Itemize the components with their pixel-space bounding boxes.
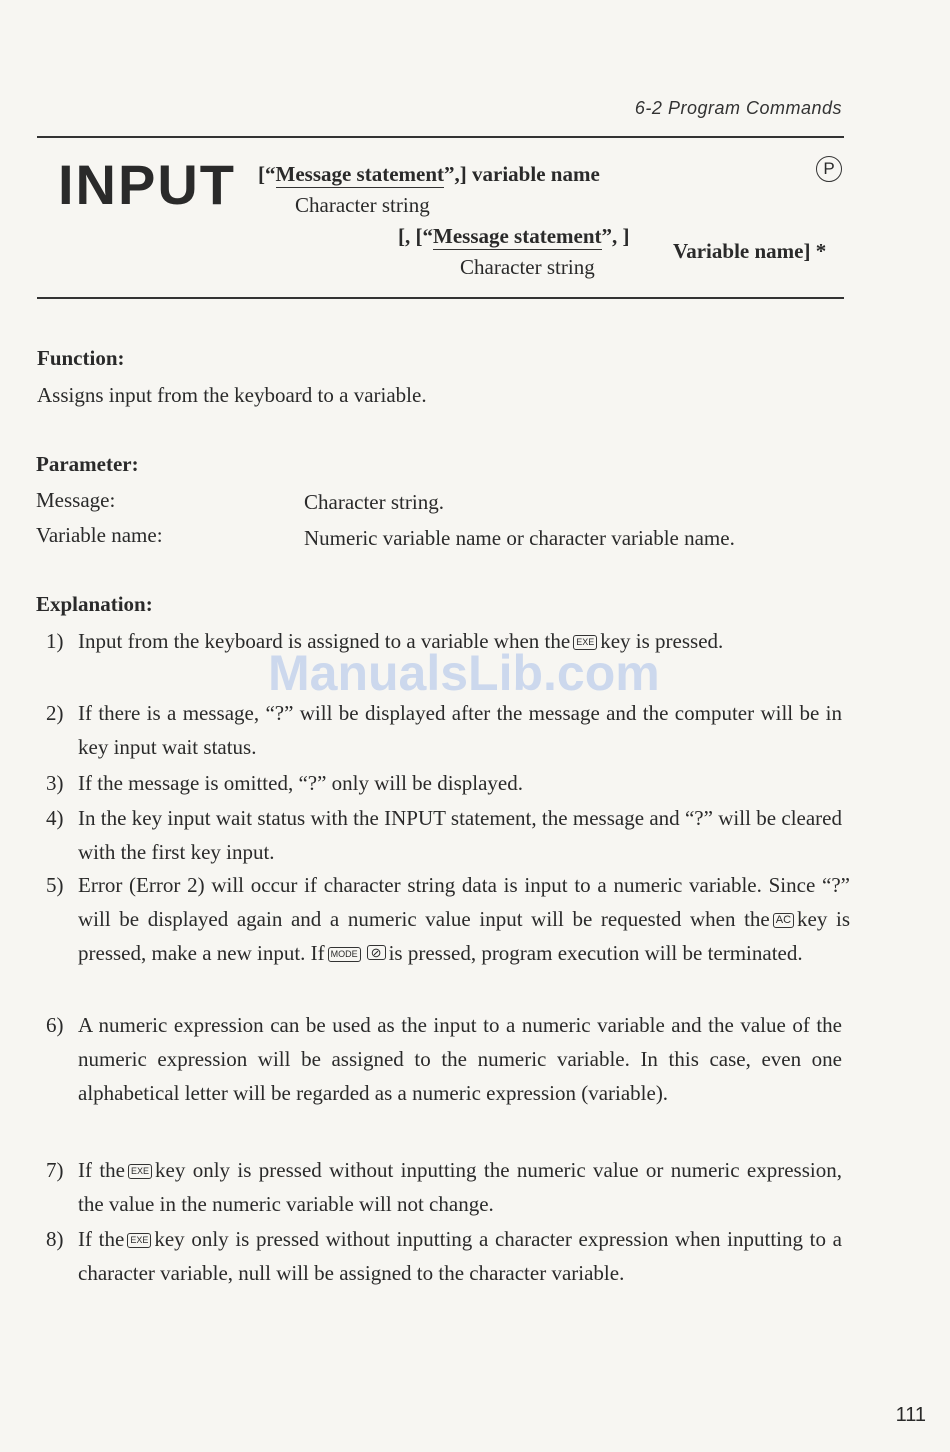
param-value-variable: Numeric variable name or character variable name. <box>304 526 735 550</box>
ac-key-icon: AC <box>773 913 794 928</box>
parameter-heading: Parameter: <box>36 452 139 476</box>
function-heading: Function: <box>37 346 125 370</box>
mode-key-icon: MODE <box>328 947 361 962</box>
explanation-item-4: 4) In the key input wait status with the INPUT statement, the message and “?” will be cleared with the first key input. <box>46 806 842 864</box>
clear-key-icon: ⊘ <box>367 945 386 960</box>
command-title: INPUT <box>58 153 236 216</box>
syntax-sub-2: Character string <box>460 255 595 279</box>
explanation-heading: Explanation: <box>36 592 153 616</box>
explanation-item-6: 6) A numeric expression can be used as the input to a numeric variable and the value of the numeric expression will be assigned to the numeric variable. In this case, even one alphabetical letter will be regarded as a numeric expression (variable). <box>46 1013 842 1105</box>
exe-key-icon: EXE <box>573 635 597 650</box>
exe-key-icon: EXE <box>128 1164 152 1179</box>
explanation-item-1: 1) Input from the keyboard is assigned to a variable when the EXE key is pressed. <box>46 629 724 653</box>
explanation-item-8: 8) If the EXE key only is pressed without inputting a character expression when inputting to a character variable, null will be assigned to the character variable. <box>46 1227 842 1285</box>
running-header: 6-2 Program Commands <box>634 98 842 118</box>
syntax-open-1: [“ <box>258 162 276 186</box>
explanation-item-7: 7) If the EXE key only is pressed without inputting the numeric value or numeric expression, the value in the numeric variable will not change. <box>46 1158 842 1216</box>
watermark: ManualsLib.com <box>268 645 660 701</box>
param-label-message: Message: <box>36 488 116 512</box>
syntax-message-1: Message statement <box>275 162 445 186</box>
syntax-message-2: Message statement <box>433 224 602 248</box>
bottom-rule <box>37 297 844 299</box>
explanation-item-2: 2) If there is a message, “?” will be displayed after the message and the computer will be in key input wait status. <box>46 701 842 759</box>
program-mode-symbol: P <box>816 156 842 182</box>
explanation-item-3: 3) If the message is omitted, “?” only will be displayed. <box>46 771 523 795</box>
syntax-variable-1: variable name <box>472 162 600 186</box>
syntax-line-2 <box>398 224 630 249</box>
syntax-open-2: [, [“ <box>398 224 433 248</box>
syntax-close-2: ”, ] <box>601 224 630 248</box>
syntax-line-1 <box>258 162 600 187</box>
syntax-variable-2: Variable name] * <box>673 239 827 263</box>
explanation-item-5: 5) Error (Error 2) will occur if character string data is input to a numeric variable. Since “?” will be displayed again and a numeric value input will be requested when the AC key is pressed, make a new input. If MODE ⊘ is pressed, program execution will be terminated. <box>46 873 850 965</box>
syntax-sub-1: Character string <box>295 193 430 217</box>
top-rule <box>37 136 844 138</box>
page-number: 111 <box>895 1404 926 1426</box>
exe-key-icon: EXE <box>127 1233 151 1248</box>
syntax-close-1: ”,] <box>444 162 467 186</box>
function-text: Assigns input from the keyboard to a variable. <box>37 383 427 407</box>
param-label-variable: Variable name: <box>36 523 163 547</box>
param-value-message: Character string. <box>304 490 444 514</box>
